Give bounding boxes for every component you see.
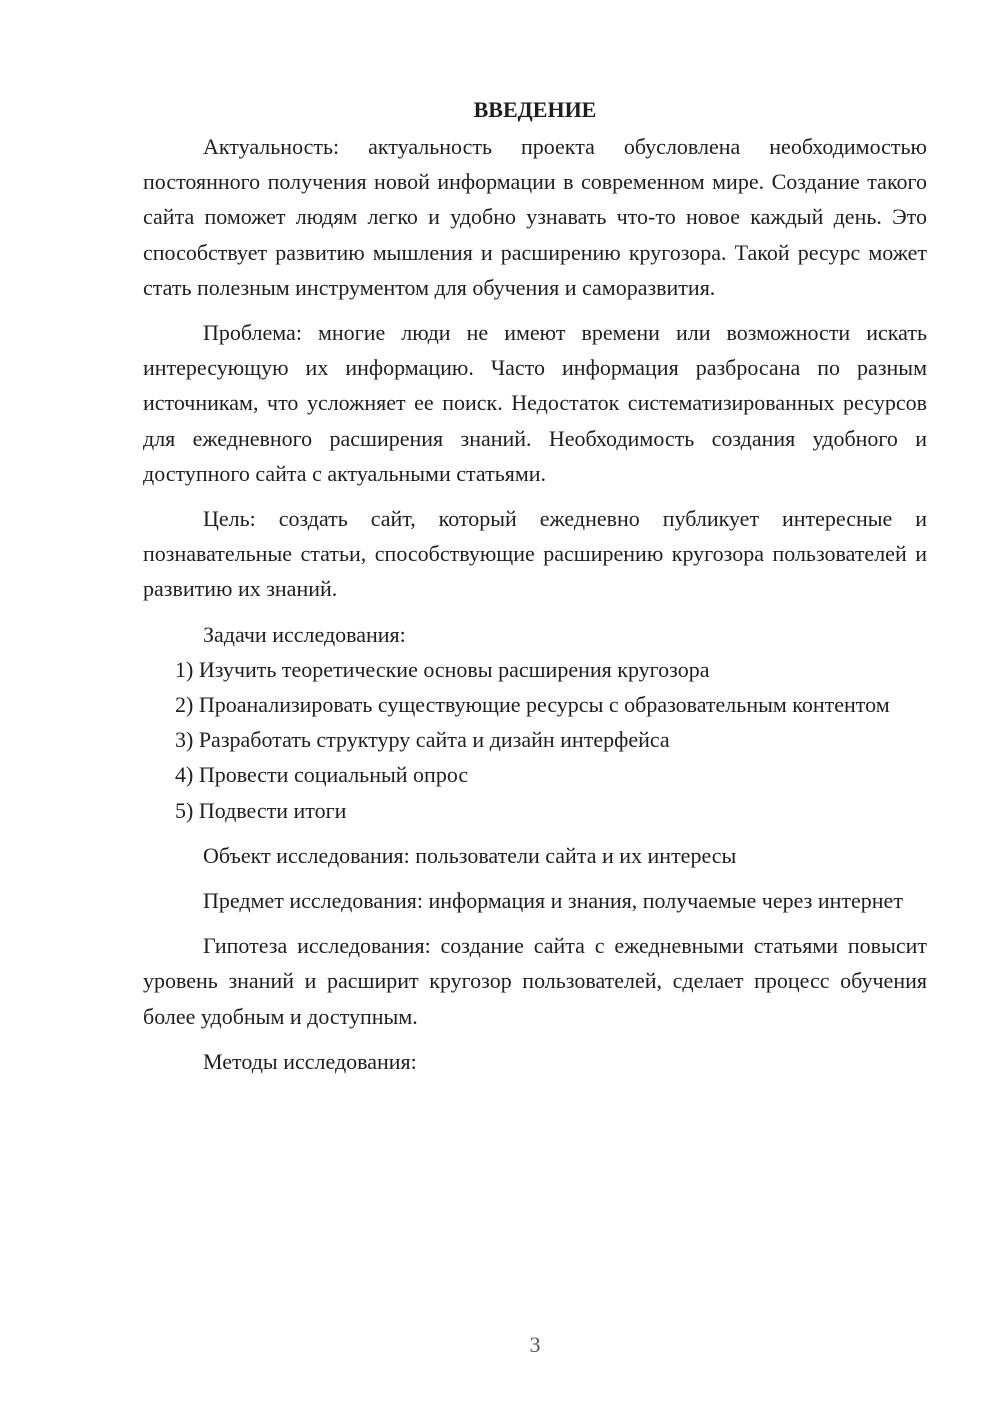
methods-paragraph: Методы исследования:: [203, 1048, 417, 1074]
goal-paragraph: Цель: создать сайт, который ежедневно публикует интересные и познавательные статьи, способствующие расширению кругозора пользователей и развитию их знаний.: [143, 506, 927, 602]
relevance-paragraph: Актуальность: актуальность проекта обусловлена необходимостью постоянного получения новой информации в современном мире. Создание такого сайта поможет людям легко и удобно узнавать что-то новое каждый день. Это способствует развитию мышления и расширению кругозора. Такой ресурс может стать полезным инструментом для обучения и саморазвития.: [143, 134, 927, 300]
task-item-5: 5) Подвести итоги: [175, 797, 347, 823]
hypothesis-paragraph: Гипотеза исследования: создание сайта с ежедневными статьями повысит уровень знаний и расширит кругозор пользователей, сделает процесс обучения более удобным и доступным.: [143, 933, 927, 1029]
task-item-3: 3) Разработать структуру сайта и дизайн интерфейса: [175, 727, 670, 753]
problem-paragraph: Проблема: многие люди не имеют времени или возможности искать интересующую их информацию. Часто информация разбросана по разным источникам, что усложняет ее поиск. Недостаток систематизированных ресурсов для ежедневного расширения знаний. Необходимость создания удобного и доступного сайта с актуальными статьями.: [143, 320, 927, 486]
document-page: [143, 92, 927, 1079]
subject-paragraph: Предмет исследования: информация и знания, получаемые через интернет: [203, 888, 903, 914]
page-title: ВВЕДЕНИЕ: [473, 97, 597, 122]
task-item-4: 4) Провести социальный опрос: [175, 762, 469, 788]
task-item-1: 1) Изучить теоретические основы расширения кругозора: [175, 656, 710, 682]
task-item-2: 2) Проанализировать существующие ресурсы с образовательным контентом: [175, 692, 890, 718]
page-number: 3: [529, 1332, 541, 1357]
object-paragraph: Объект исследования: пользователи сайта и их интересы: [203, 842, 737, 868]
tasks-title: Задачи исследования:: [203, 621, 406, 647]
